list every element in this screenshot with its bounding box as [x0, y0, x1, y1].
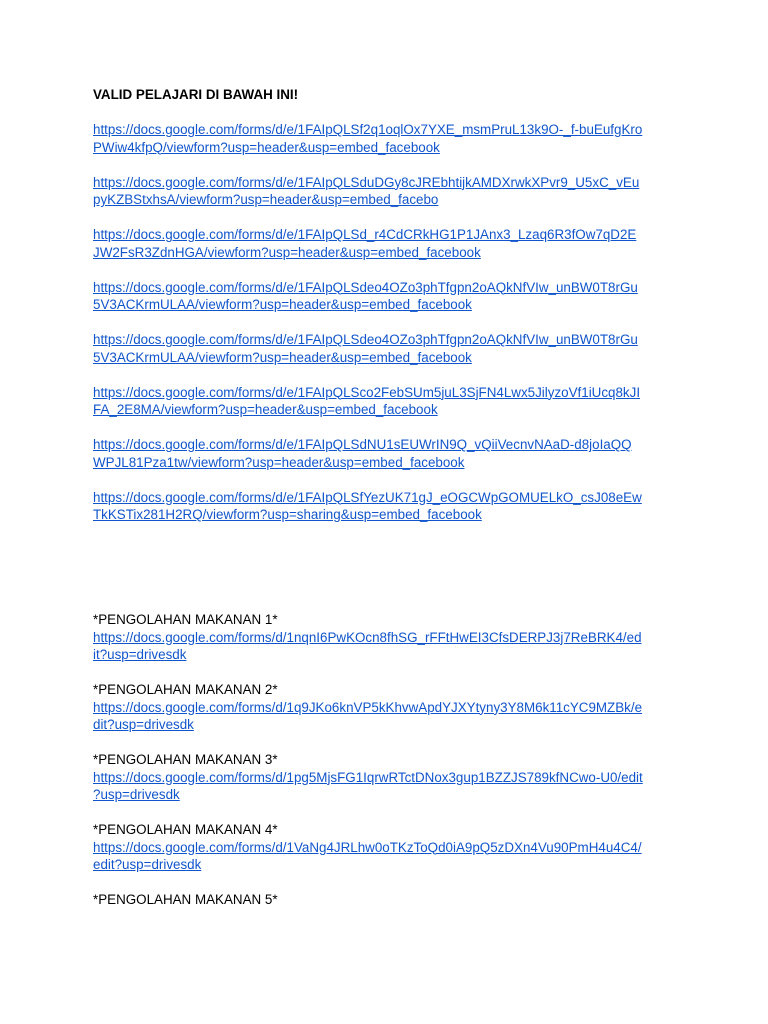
section-pengolahan-5: [93, 891, 677, 909]
section-pengolahan-2: [93, 681, 677, 734]
form-link-7[interactable]: https://docs.google.com/forms/d/e/1FAIpQLSdNU1sEUWrIN9Q_vQiiVecnvNAaD-d8joIaQQ WPJL81Pza1tw/viewform?usp=header&usp=embed_facebook: [93, 437, 632, 470]
form-link-6[interactable]: https://docs.google.com/forms/d/e/1FAIpQLSco2FebSUm5juL3SjFN4Lwx5JilyzoVf1iUcq8kJI FA_2E8MA/viewform?usp=header&usp=embed_facebook: [93, 384, 641, 417]
section-link-1[interactable]: https://docs.google.com/forms/d/1nqnI6PwKOcn8fhSG_rFFtHwEI3CfsDERPJ3j7ReBRK4/ed it?usp=drivesdk: [93, 629, 642, 662]
section-title: *PENGOLAHAN MAKANAN 5*: [93, 892, 278, 907]
section-title: *PENGOLAHAN MAKANAN 3*: [93, 752, 278, 767]
section-title: *PENGOLAHAN MAKANAN 2*: [93, 682, 278, 697]
document-heading: VALID PELAJARI DI BAWAH INI!: [93, 87, 299, 102]
form-link-3[interactable]: https://docs.google.com/forms/d/e/1FAIpQLSd_r4CdCRkHG1P1JAnx3_Lzaq6R3fOw7qD2E JW2FsR3ZdnHGA/viewform?usp=header&usp=embed_facebook: [93, 227, 637, 260]
form-link-1[interactable]: https://docs.google.com/forms/d/e/1FAIpQLSf2q1oqlOx7YXE_msmPruL13k9O-_f-buEufgKro PWiw4kfpQ/viewform?usp=header&usp=embed_facebook: [93, 122, 643, 155]
link-list: [93, 121, 677, 524]
section-pengolahan-4: [93, 821, 677, 874]
document-page: [93, 86, 677, 926]
form-link-2[interactable]: https://docs.google.com/forms/d/e/1FAIpQLSduDGy8cJREbhtijkAMDXrwkXPvr9_U5xC_vEu pyKZBStxhsA/viewform?usp=header&usp=embed_facebo: [93, 174, 640, 207]
form-link-4[interactable]: https://docs.google.com/forms/d/e/1FAIpQLSdeo4OZo3phTfgpn2oAQkNfVIw_unBW0T8rGu 5V3ACKrmULAA/viewform?usp=header&usp=embed_facebook: [93, 279, 638, 312]
section-link-3[interactable]: https://docs.google.com/forms/d/1pg5MjsFG1IqrwRTctDNox3gup1BZZJS789kfNCwo-U0/edit ?usp=drivesdk: [93, 769, 643, 802]
section-title: *PENGOLAHAN MAKANAN 4*: [93, 822, 278, 837]
section-link-2[interactable]: https://docs.google.com/forms/d/1q9JKo6knVP5kKhvwApdYJXYtyny3Y8M6k11cYC9MZBk/e dit?usp=drivesdk: [93, 699, 643, 732]
form-link-8[interactable]: https://docs.google.com/forms/d/e/1FAIpQLSfYezUK71gJ_eOGCWpGOMUELkO_csJ08eEw TkKSTix281H2RQ/viewform?usp=sharing&usp=embed_facebook: [93, 489, 642, 522]
section-pengolahan-1: [93, 611, 677, 664]
section-link-4[interactable]: https://docs.google.com/forms/d/1VaNg4JRLhw0oTKzToQd0iA9pQ5zDXn4Vu90PmH4u4C4/ edit?usp=drivesdk: [93, 839, 642, 872]
section-list: [93, 611, 677, 909]
section-pengolahan-3: [93, 751, 677, 804]
form-link-5[interactable]: https://docs.google.com/forms/d/e/1FAIpQLSdeo4OZo3phTfgpn2oAQkNfVIw_unBW0T8rGu 5V3ACKrmULAA/viewform?usp=header&usp=embed_facebook: [93, 332, 638, 365]
section-title: *PENGOLAHAN MAKANAN 1*: [93, 612, 278, 627]
blank-space: [93, 541, 677, 611]
